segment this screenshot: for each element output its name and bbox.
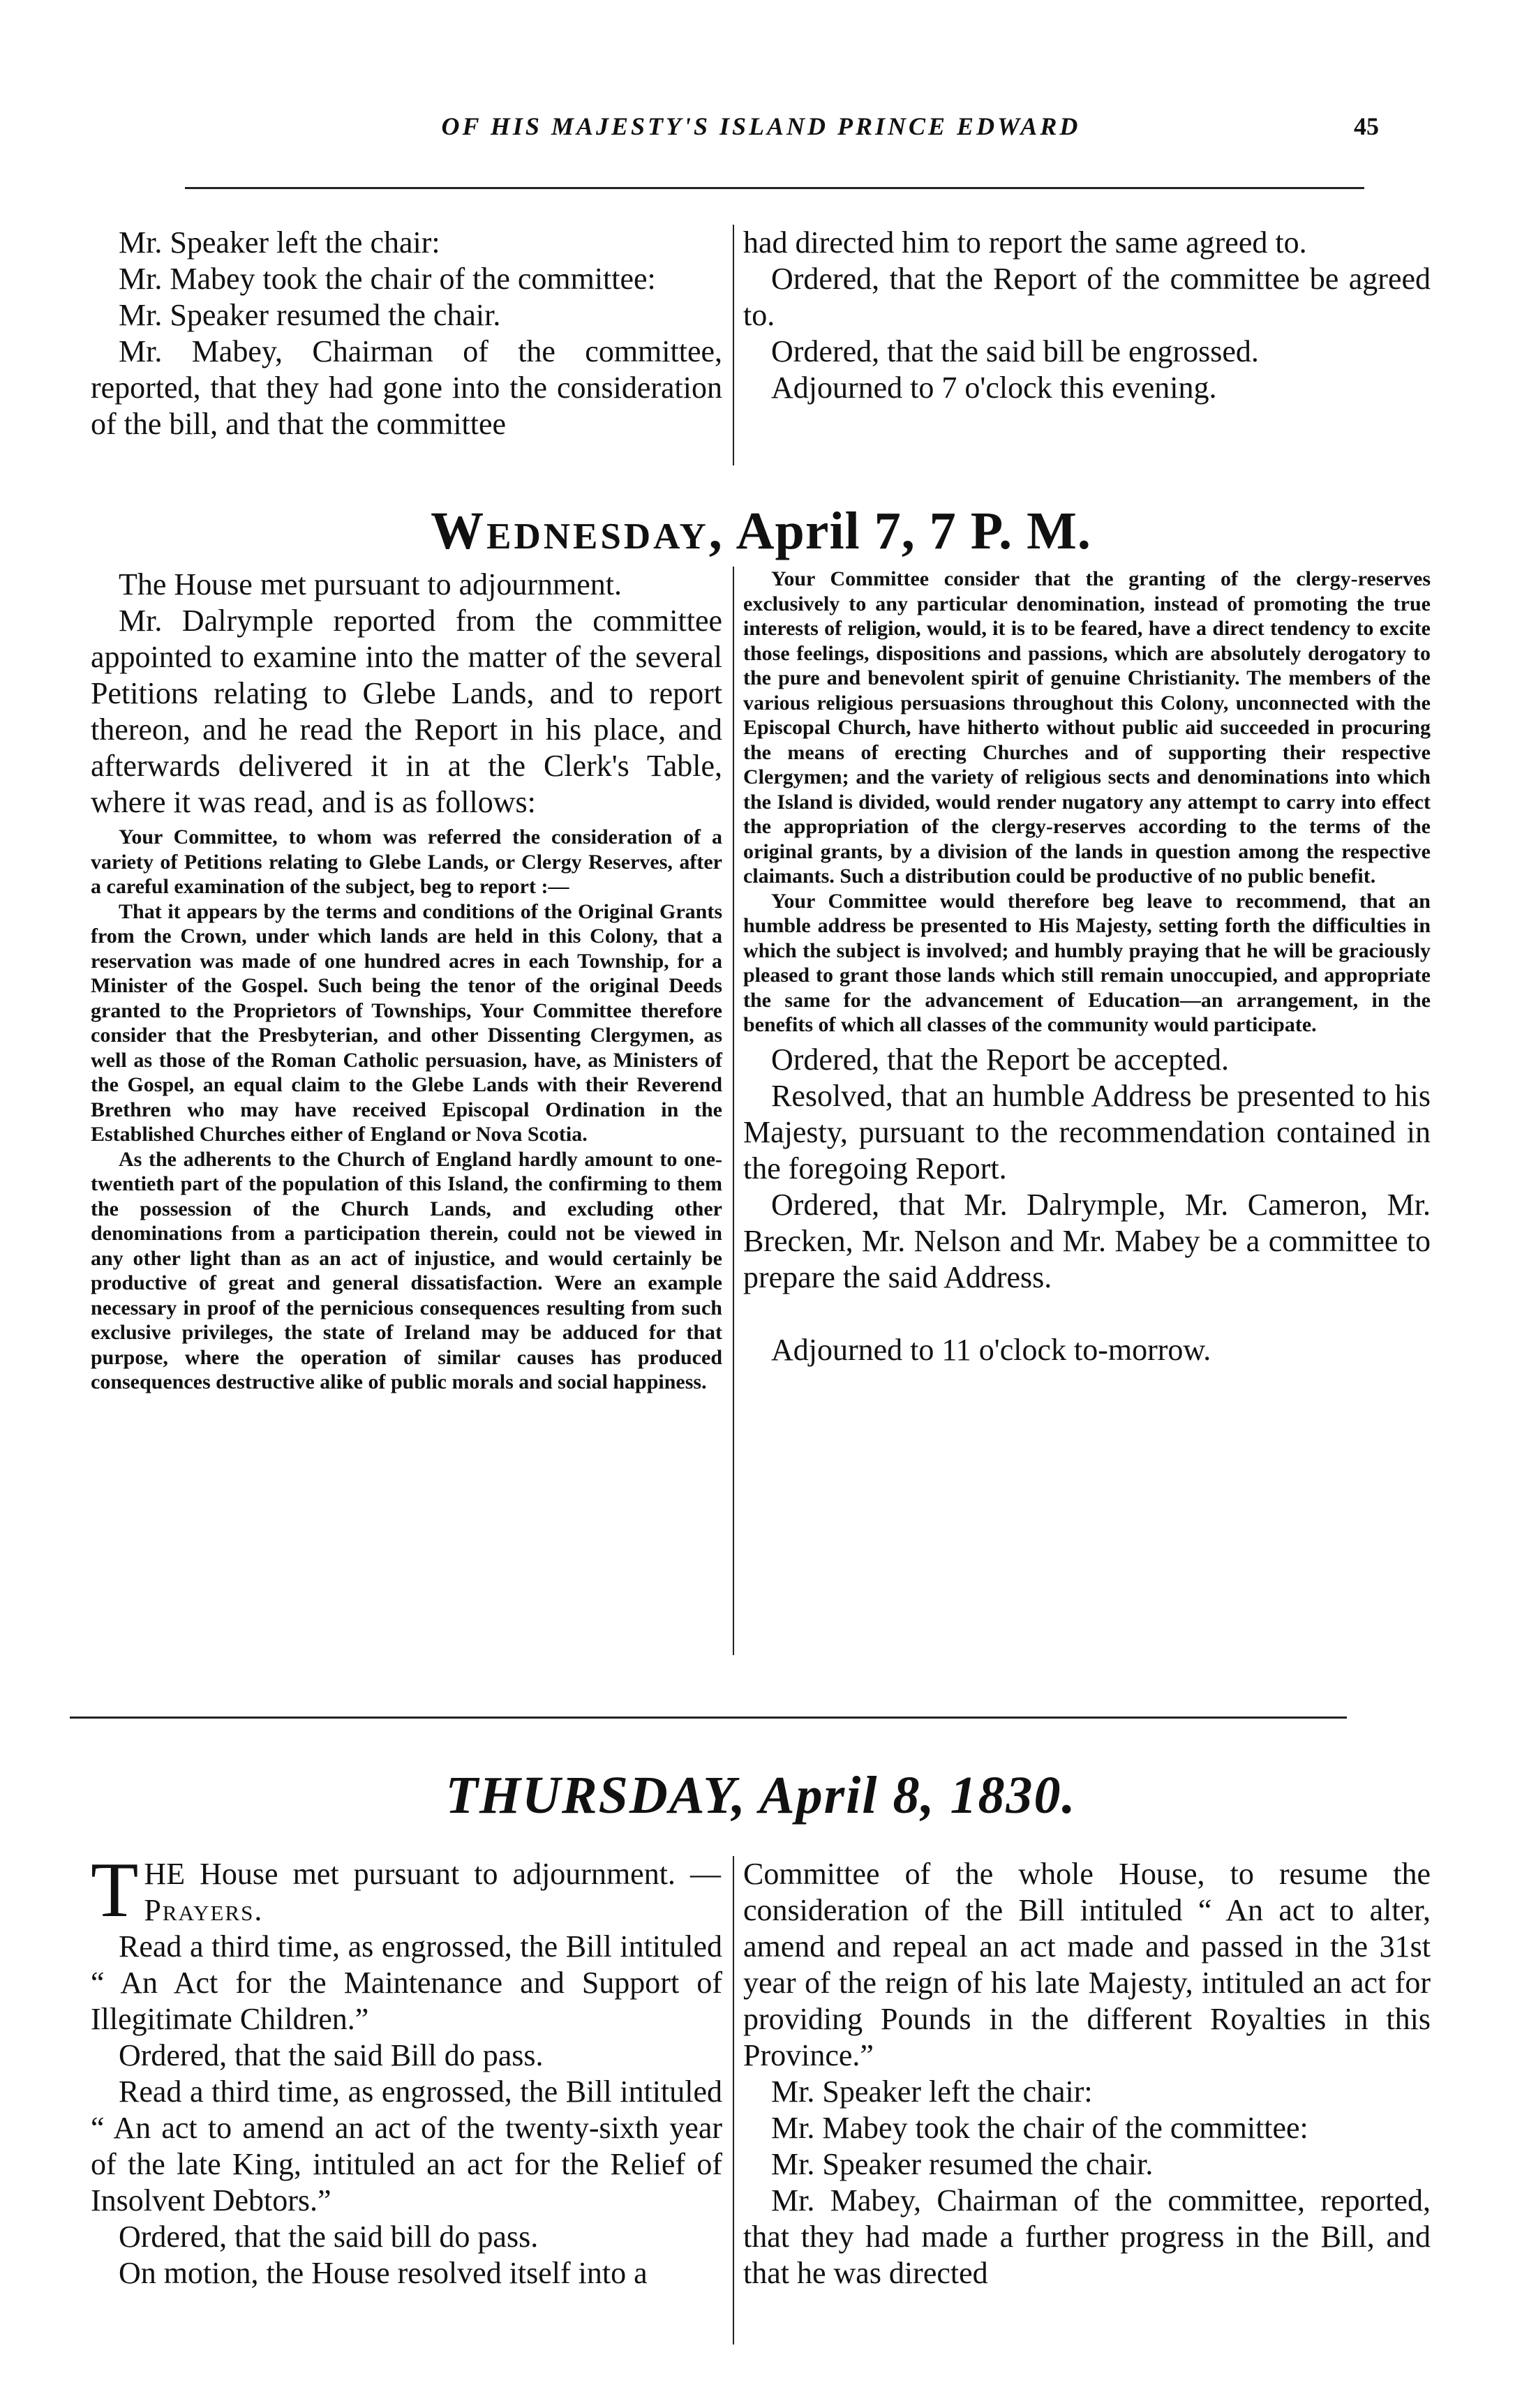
paragraph: On motion, the House resolved itself into a — [119, 2256, 648, 2290]
thursday-section — [91, 1847, 1431, 2358]
paragraph: Ordered, that Mr. Dalrymple, Mr. Cameron, Mr. Brecken, Mr. Nelson and Mr. Mabey be a committee to prepare the said Address. — [743, 1187, 1431, 1294]
prayers-label: —Prayers. — [144, 1857, 722, 1927]
thursday-date: April 8, 1830. — [759, 1766, 1077, 1825]
paragraph: Resolved, that an humble Address be presented to his Majesty, pursuant to the recommendation contained in the foregoing Report. — [743, 1078, 1431, 1186]
paragraph: Read a third time, as engrossed, the Bill intituled “ An act to amend an act of the twenty-sixth year of the late King, intituled an act for the Relief of Insolvent Debtors.” — [91, 2074, 722, 2218]
wednesday-heading — [0, 501, 1522, 562]
column-divider — [733, 1856, 734, 2345]
paragraph: The House met pursuant to adjournment. — [119, 567, 622, 601]
paragraph: Mr. Speaker resumed the chair. — [119, 298, 501, 332]
header-rule — [185, 187, 1364, 189]
wednesday-orders — [743, 1042, 1431, 1368]
wednesday-intro — [91, 567, 722, 821]
paragraph: Ordered, that the said bill do pass. — [119, 2220, 539, 2254]
wednesday-day: Wednesday, — [431, 502, 725, 560]
report-paragraph: That it appears by the terms and conditions of the Original Grants from the Crown, under which lands are held in this Colony, that a reservation was made of one hundred acres in each Township, for a Minister of the Gospel. Such being the tenor of the original Deeds granted to the Proprietors of Townships, Your Committee therefore consider that the Presbyterian, and other Dissenting Clergymen, as well as those of the Roman Catholic persuasion, have, as Ministers of the Gospel, an equal claim to the Glebe Lands with their Reverend Brethren who may have received Episcopal Ordination in the Established Churches either of England or Nova Scotia. — [91, 899, 722, 1146]
paragraph: Mr. Mabey took the chair of the committee: — [771, 2111, 1308, 2145]
opening-paragraph — [91, 1847, 722, 1934]
running-head — [0, 112, 1522, 154]
thursday-heading — [0, 1765, 1522, 1826]
wednesday-right-column — [743, 567, 1431, 1368]
paragraph: Mr. Speaker left the chair: — [119, 225, 440, 260]
running-title: OF HIS MAJESTY'S ISLAND PRINCE EDWARD — [441, 112, 1081, 140]
report-right — [743, 567, 1431, 1038]
wednesday-date: April 7, 7 P. M. — [736, 502, 1091, 560]
section-rule — [70, 1717, 1347, 1719]
report-paragraph: Your Committee, to whom was referred the consideration of a variety of Petitions relating to Glebe Lands, or Clergy Reserves, after a careful examination of the subject, beg to report :— — [91, 825, 722, 898]
top-section — [91, 225, 1431, 476]
column-divider — [733, 567, 734, 1655]
opening-line: HE House met pursuant to adjournment. — [144, 1857, 676, 1891]
paragraph: Mr. Speaker left the chair: — [771, 2074, 1093, 2109]
paragraph: Mr. Mabey, Chairman of the committee, reported, that they had gone into the consideration of the bill, and that the committee — [91, 334, 722, 441]
adjournment-note: Adjourned to 11 o'clock to-morrow. — [771, 1332, 1211, 1367]
report-paragraph: As the adherents to the Church of England hardly amount to one-twentieth part of the population of this Island, the confirming to them the possession of the Church Lands, and excluding other denominations from a participation therein, could not be viewed in any other light than as an act of injustice, and would certainly be productive of great and general dissatisfaction. Were an example necessary in proof of the pernicious consequences resulting from such exclusive privileges, the state of Ireland may be adduced for that purpose, where the operation of similar causes has produced consequences destructive alike of public morals and social happiness. — [91, 1147, 722, 1393]
page-number: 45 — [1354, 112, 1379, 140]
report-left — [91, 825, 722, 1395]
column-divider — [733, 225, 734, 465]
thursday-left-column — [91, 1847, 722, 2291]
paragraph: Adjourned to 7 o'clock this evening. — [771, 371, 1217, 405]
report-paragraph: Your Committee consider that the granting of the clergy-reserves exclusively to any particular denomination, instead of promoting the true interests of religion, would, it is to be feared, have a direct tendency to excite those feelings, dispositions and passions, which are absolutely derogatory to the pure and benevolent spirit of genuine Christianity. The members of the various religious persuasions throughout this Colony, unconnected with the Episcopal Church, have hitherto without public aid succeeded in procuring the means of erecting Churches and of supporting their respective Clergymen; and the variety of religious sects and denominations into which the Island is divided, would render nugatory any attempt to carry into effect the appropriation of the clergy-reserves according to the terms of the original grants, by a division of the lands in question among the respective claimants. Such a distribution could be productive of no public benefit. — [743, 567, 1431, 888]
thursday-day: THURSDAY, — [445, 1766, 747, 1825]
thursday-right-column — [743, 1856, 1431, 2291]
paragraph: Ordered, that the Report of the committee be agreed to. — [743, 262, 1431, 332]
paragraph: Ordered, that the said Bill do pass. — [119, 2038, 544, 2072]
paragraph: had directed him to report the same agreed to. — [743, 225, 1307, 260]
wednesday-left-column — [91, 567, 722, 1395]
paragraph: Mr. Mabey, Chairman of the committee, reported, that they had made a further progress in the Bill, and that he was directed — [743, 2183, 1431, 2290]
paragraph: Ordered, that the Report be accepted. — [771, 1042, 1230, 1077]
report-paragraph: Your Committee would therefore beg leave to recommend, that an humble address be presented to His Majesty, setting forth the difficulties in which the subject is involved; and humbly praying that he will be graciously pleased to grant those lands which still remain unoccupied, and appropriate the same for the advancement of Education—an arrangement, in the benefits of which all classes of the community would participate. — [743, 889, 1431, 1036]
wednesday-section — [91, 567, 1431, 1683]
paragraph: Ordered, that the said bill be engrossed. — [771, 334, 1259, 368]
drop-cap: T — [91, 1847, 139, 1934]
paragraph: Mr. Speaker resumed the chair. — [771, 2147, 1154, 2181]
paragraph: Mr. Mabey took the chair of the committee: — [119, 262, 656, 296]
paragraph: Committee of the whole House, to resume the consideration of the Bill intituled “ An act to alter, amend and repeal an act made and passed in the 31st year of the reign of his late Majesty, intituled an act for providing Pounds in the different Royalties in this Province.” — [743, 1857, 1431, 2072]
top-right-column — [743, 225, 1431, 406]
paragraph: Mr. Dalrymple reported from the committee appointed to examine into the matter of the several Petitions relating to Glebe Lands, and to report thereon, and he read the Report in his place, and afterwards delivered it in at the Clerk's Table, where it was read, and is as follows: — [91, 604, 722, 819]
top-left-column — [91, 225, 722, 442]
paragraph: Read a third time, as engrossed, the Bill intituled “ An Act for the Maintenance and Support of Illegitimate Children.” — [91, 1929, 722, 2036]
